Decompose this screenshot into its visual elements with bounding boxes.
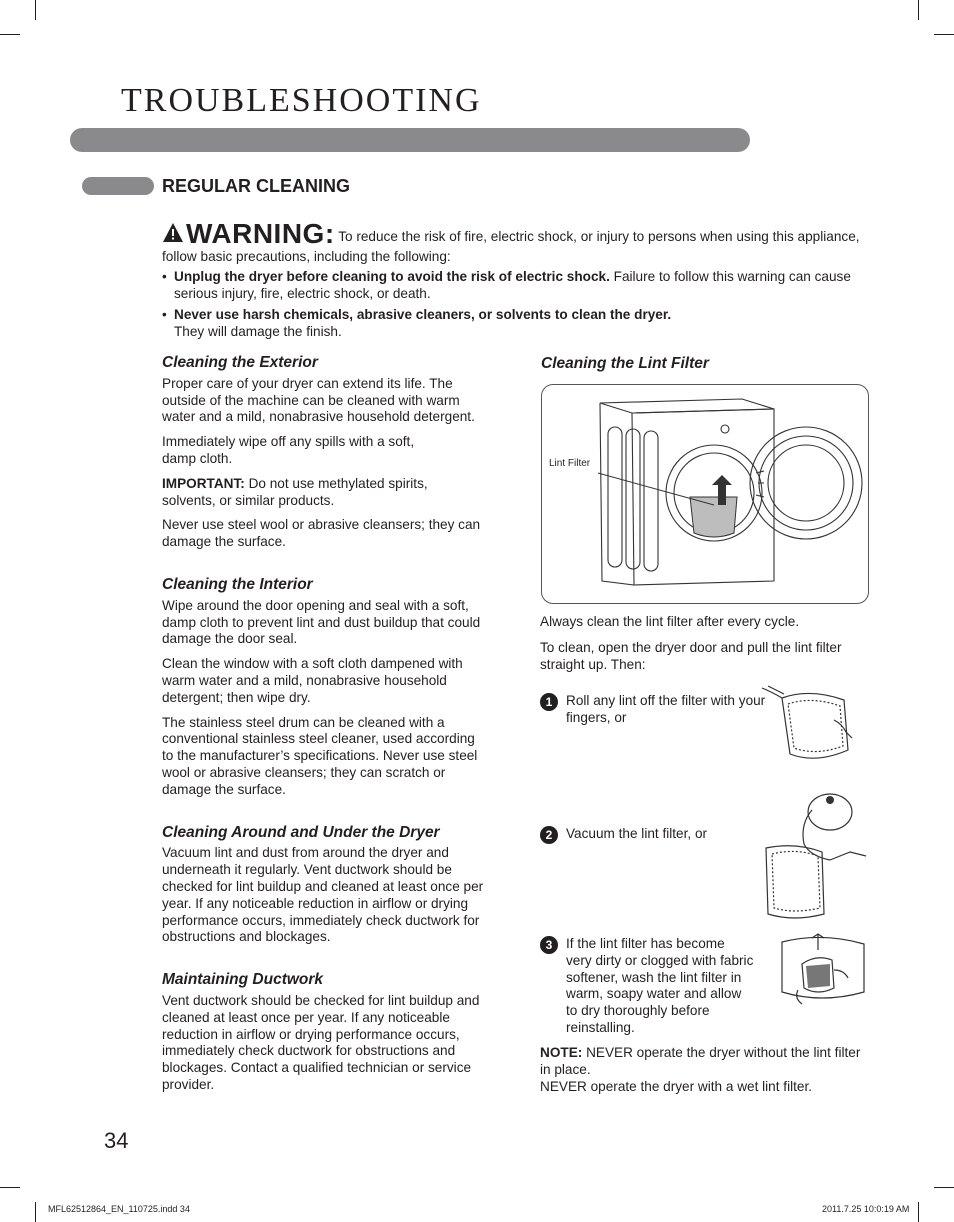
right-intro xyxy=(540,614,862,681)
section-title: REGULAR CLEANING xyxy=(162,176,350,196)
filter-roll-icon xyxy=(760,684,860,766)
step-number: 3 xyxy=(540,936,558,954)
warning-bullet: • Never use harsh chemicals, abrasive cleaners, or solvents to clean the dryer. They will damage the finish. xyxy=(162,307,672,339)
bullet-bold: Never use harsh chemicals, abrasive cleaners, or solvents to clean the dryer. xyxy=(174,307,672,322)
important-label: IMPORTANT: xyxy=(162,475,245,491)
crop-mark xyxy=(918,0,919,20)
exterior-p4: Never use steel wool or abrasive cleansers; they can damage the surface. xyxy=(162,517,481,550)
section-marker xyxy=(82,177,154,195)
crop-mark xyxy=(0,1187,20,1188)
warning-triangle-icon xyxy=(162,222,184,248)
step-number: 1 xyxy=(540,693,558,711)
step-text: Roll any lint off the filter with your fingers, or xyxy=(566,693,766,725)
around-p1: Vacuum lint and dust from around the dryer and underneath it regularly. Vent ductwork should be checked for lint buildup and cleaned at least once per year. If any noticeable reduction in airflow or drying performance occurs, immediately check ductwork for obstructions and blockages. xyxy=(162,845,484,945)
warning-word: WARNING: xyxy=(186,218,335,249)
page-number: 34 xyxy=(104,1128,129,1153)
dryer-icon xyxy=(542,385,868,603)
footer-right: 2011.7.25 10:0:19 AM xyxy=(822,1204,910,1214)
interior-p1: Wipe around the door opening and seal with a soft, damp cloth to prevent lint and dust buildup that could damage the door seal. xyxy=(162,597,481,647)
crop-mark xyxy=(918,1202,919,1222)
lint-p2: To clean, open the dryer door and pull the lint filter straight up. Then: xyxy=(540,639,842,672)
exterior-heading: Cleaning the Exterior xyxy=(162,354,318,371)
crop-mark xyxy=(0,34,20,35)
warning-intro: To reduce the risk of fire, electric shock, or injury to persons when using this appliance, follow basic precautions, including the following: xyxy=(162,229,860,264)
interior-p3: The stainless steel drum can be cleaned with a conventional stainless steel cleaner, used according to the manufacturer’s specifications. Never use steel wool or abrasive cleansers; they can scratch or damage the surface. xyxy=(162,714,478,797)
footer-left: MFL62512864_EN_110725.indd 34 xyxy=(48,1204,190,1214)
ductwork-heading: Maintaining Ductwork xyxy=(162,971,324,989)
step-number: 2 xyxy=(540,826,558,844)
crop-mark xyxy=(934,34,954,35)
title-divider-bar xyxy=(70,128,750,152)
note-block xyxy=(540,1045,865,1095)
step-text: If the lint filter has become very dirty or clogged with fabric softener, wash the lint filter in warm, soapy water and allow to dry thoroughly before reinstalling. xyxy=(566,936,754,1035)
warning-bullets xyxy=(162,268,872,344)
left-column xyxy=(162,355,492,1102)
vacuum-icon xyxy=(760,786,868,920)
wash-filter-icon xyxy=(778,930,868,1006)
warning-bullet: • Unplug the dryer before cleaning to avoid the risk of electric shock. Failure to follow this warning can cause serious injury, fire, electric shock, or death. xyxy=(162,269,851,301)
crop-mark xyxy=(934,1187,954,1188)
lint-filter-label: Lint Filter xyxy=(549,458,591,469)
crop-mark xyxy=(35,0,36,20)
note-2: NEVER operate the dryer with a wet lint filter. xyxy=(540,1078,812,1094)
exterior-p3 xyxy=(162,476,462,510)
exterior-p2: Immediately wipe off any spills with a soft, damp cloth. xyxy=(162,434,415,466)
note-label: NOTE: xyxy=(540,1045,583,1060)
around-heading: Cleaning Around and Under the Dryer xyxy=(162,823,440,841)
page-title: TROUBLESHOOTING xyxy=(121,82,482,119)
ductwork-p1: Vent ductwork should be checked for lint buildup and cleaned at least once per year. If any noticeable reduction in airflow or drying performance occurs, immediately check ductwork for obstructions and blockages. Contact a qualified technician or service provider. xyxy=(162,992,480,1092)
note-1 xyxy=(540,1045,865,1079)
warning-block xyxy=(162,218,872,265)
crop-mark xyxy=(35,1202,36,1222)
lint-heading: Cleaning the Lint Filter xyxy=(541,355,709,372)
exterior-p1: Proper care of your dryer can extend its life. The outside of the machine can be cleaned with warm water and a mild, nonabrasive household detergent. xyxy=(162,375,475,425)
dryer-illustration xyxy=(541,384,869,604)
bullet-text: They will damage the finish. xyxy=(174,324,342,339)
step-text: Vacuum the lint filter, or xyxy=(566,826,708,841)
interior-p2: Clean the window with a soft cloth dampened with warm water and a mild, nonabrasive household detergent; then wipe dry. xyxy=(162,656,463,705)
interior-heading: Cleaning the Interior xyxy=(162,575,313,593)
lint-p1: Always clean the lint filter after every cycle. xyxy=(540,614,800,629)
important-text: Do not use methylated spirits, solvents, or similar products. xyxy=(162,475,428,508)
bullet-text: Failure to follow this warning can cause serious injury, fire, electric shock, or death. xyxy=(174,269,851,301)
note-text: NEVER operate the dryer without the lint filter in place. xyxy=(540,1045,861,1077)
bullet-bold: Unplug the dryer before cleaning to avoid the risk of electric shock. xyxy=(174,269,610,284)
